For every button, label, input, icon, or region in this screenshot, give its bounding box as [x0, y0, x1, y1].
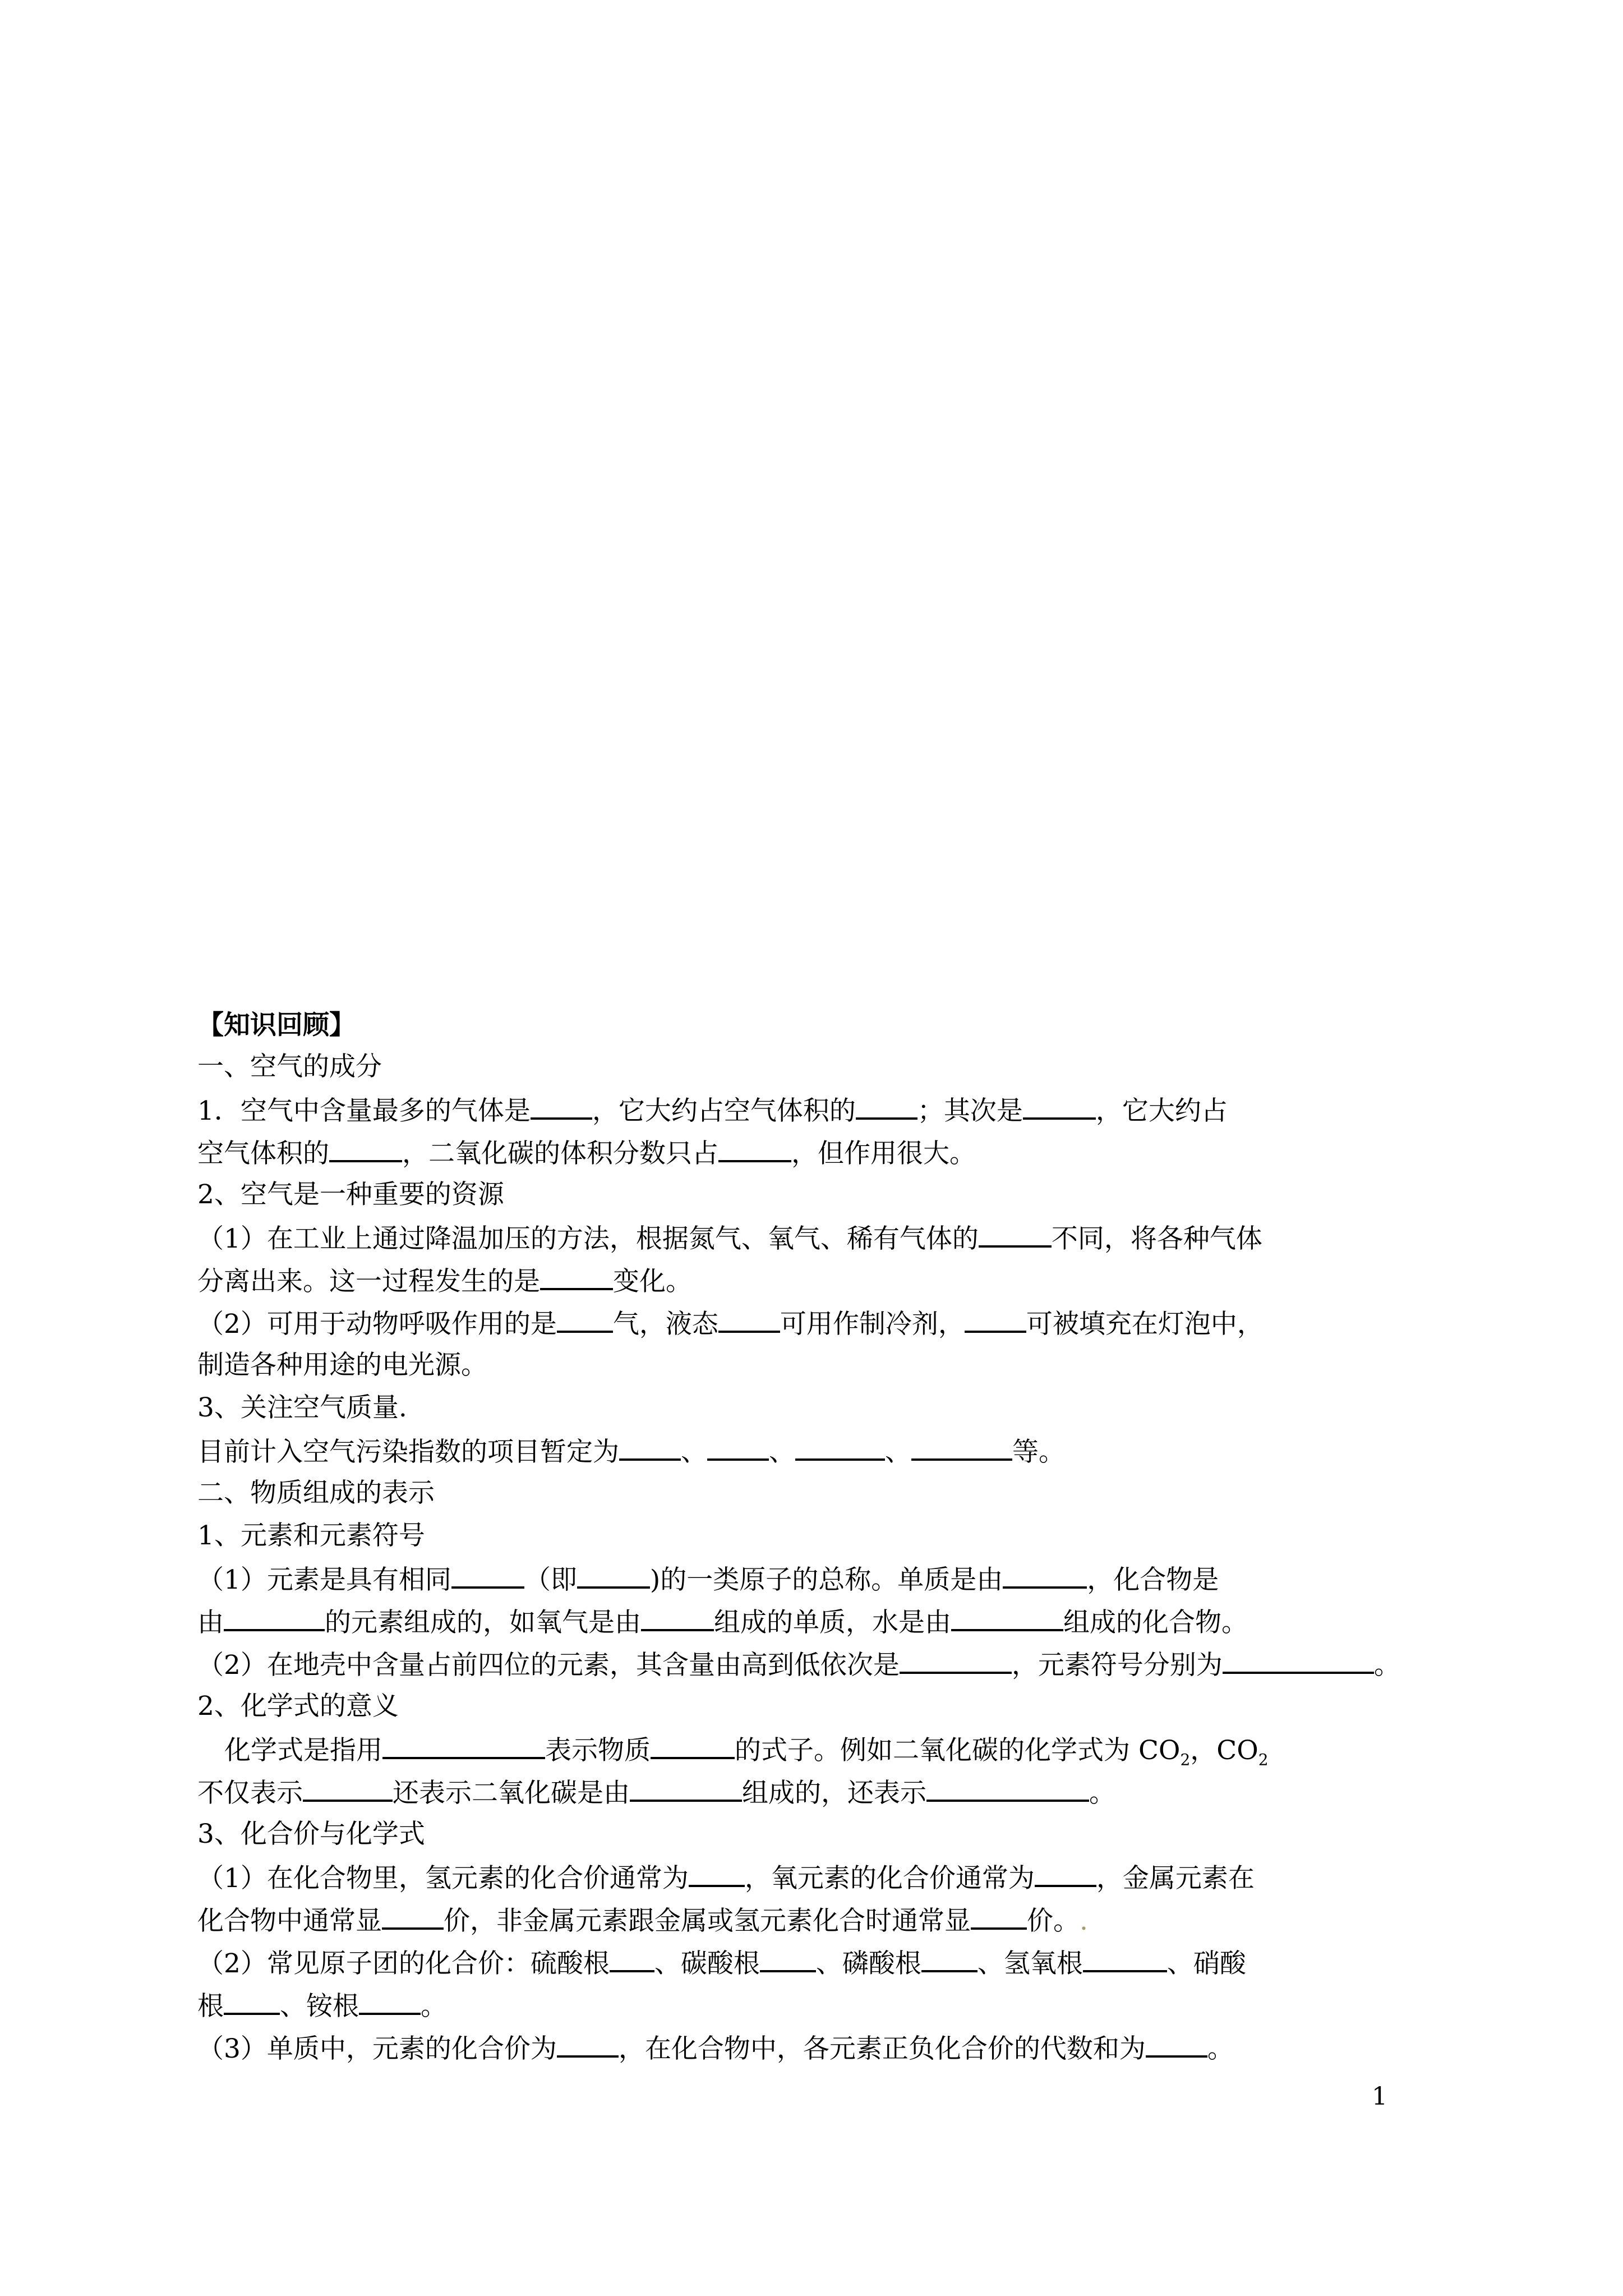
blank[interactable]: [630, 1775, 742, 1802]
valence-q2-line-2: 根 、铵根 。: [197, 1988, 447, 2023]
blank[interactable]: [303, 1775, 393, 1802]
blank[interactable]: [979, 1221, 1052, 1248]
blank[interactable]: [577, 1562, 650, 1589]
valence-section-title: 3、化合价与化学式: [197, 1819, 425, 1849]
formula-line-1: 化学式是指用 表示物质 的式子。例如二氧化碳的化学式为 $CO_2$，$CO_2$: [224, 1732, 1269, 1777]
element-q2-line: （2）在地壳中含量占前四位的元素，其含量由高到低依次是 ，元素符号分别为 。: [197, 1647, 1400, 1682]
blank[interactable]: [651, 1732, 735, 1759]
question-2-title: 2、空气是一种重要的资源: [197, 1179, 504, 1210]
page-number: 1: [1372, 2082, 1387, 2111]
blank[interactable]: [1003, 1562, 1087, 1589]
element-q1-line-2: 由 的元素组成的，如氧气是由 组成的单质，水是由 组成的化合物。: [197, 1604, 1248, 1640]
blank[interactable]: [718, 1306, 780, 1333]
valence-q3-line: （3）单质中，元素的化合价为 ，在化合物中，各元素正负化合价的代数和为 。: [197, 2031, 1234, 2066]
blank[interactable]: [1083, 1945, 1167, 1972]
blank[interactable]: [856, 1093, 917, 1120]
blank[interactable]: [971, 1903, 1027, 1930]
blank[interactable]: [382, 1732, 545, 1759]
section-air-composition-title: 一、空气的成分: [197, 1051, 382, 1082]
question-2-2-line-2: 制造各种用途的电光源。: [197, 1350, 487, 1381]
element-q1-line-1: （1）元素是具有相同 （即 )的一类原子的总称。单质是由 ，化合物是: [197, 1562, 1219, 1597]
stray-mark: .: [1080, 1906, 1088, 1936]
blank[interactable]: [1146, 2031, 1207, 2058]
question-1-line-2: 空气体积的 ，二氧化碳的体积分数只占 ，但作用很大。: [197, 1135, 976, 1171]
question-2-1-line-1: （1）在工业上通过降温加压的方法，根据氮气、氧气、稀有气体的 不同，将各种气体: [197, 1221, 1262, 1256]
formula-line-2: 不仅表示 还表示二氧化碳是由 组成的，还表示 。: [197, 1775, 1115, 1810]
blank[interactable]: [900, 1647, 1012, 1674]
blank[interactable]: [224, 1604, 325, 1631]
blank[interactable]: [619, 1434, 681, 1461]
blank[interactable]: [718, 1135, 791, 1162]
question-3-line: 目前计入空气污染指数的项目暂定为 、 、 、 等。: [197, 1434, 1065, 1469]
question-2-1-line-2: 分离出来。这一过程发生的是 变化。: [197, 1263, 692, 1299]
knowledge-review-heading: 【知识回顾】: [197, 1010, 356, 1041]
blank[interactable]: [921, 1945, 978, 1972]
blank[interactable]: [540, 1263, 613, 1290]
element-section-title: 1、元素和元素符号: [197, 1520, 425, 1551]
blank[interactable]: [224, 1988, 280, 2015]
question-2-2-line-1: （2）可用于动物呼吸作用的是 气，液态 可用作制冷剂， 可被填充在灯泡中，: [197, 1306, 1264, 1341]
blank[interactable]: [359, 1988, 421, 2015]
blank[interactable]: [926, 1775, 1089, 1802]
blank[interactable]: [610, 1945, 654, 1972]
blank[interactable]: [795, 1434, 885, 1461]
blank[interactable]: [1023, 1093, 1096, 1120]
blank[interactable]: [951, 1604, 1063, 1631]
blank[interactable]: [451, 1562, 524, 1589]
blank[interactable]: [911, 1434, 1012, 1461]
question-1-line-1: 1．空气中含量最多的气体是 ，它大约占空气体积的 ；其次是 ，它大约占: [197, 1093, 1228, 1128]
blank[interactable]: [382, 1903, 444, 1930]
blank[interactable]: [531, 1093, 592, 1120]
section-composition-title: 二、物质组成的表示: [197, 1478, 435, 1508]
blank[interactable]: [641, 1604, 714, 1631]
blank[interactable]: [1223, 1647, 1374, 1674]
blank[interactable]: [557, 2031, 619, 2058]
blank[interactable]: [557, 1306, 613, 1333]
valence-q2-line-1: （2）常见原子团的化合价：硫酸根 、碳酸根 、磷酸根 、氢氧根 、硝酸: [197, 1945, 1246, 1981]
blank[interactable]: [689, 1860, 745, 1887]
blank[interactable]: [760, 1945, 816, 1972]
question-3-title: 3、关注空气质量.: [197, 1392, 407, 1423]
formula-section-title: 2、化学式的意义: [197, 1691, 399, 1722]
blank[interactable]: [329, 1135, 402, 1162]
valence-q1-line-2: 化合物中通常显 价，非金属元素跟金属或氢元素化合时通常显 价。.: [197, 1903, 1088, 1938]
blank[interactable]: [965, 1306, 1026, 1333]
valence-q1-line-1: （1）在化合物里，氢元素的化合价通常为 ，氧元素的化合价通常为 ，金属元素在: [197, 1860, 1255, 1895]
blank[interactable]: [707, 1434, 769, 1461]
blank[interactable]: [1035, 1860, 1096, 1887]
